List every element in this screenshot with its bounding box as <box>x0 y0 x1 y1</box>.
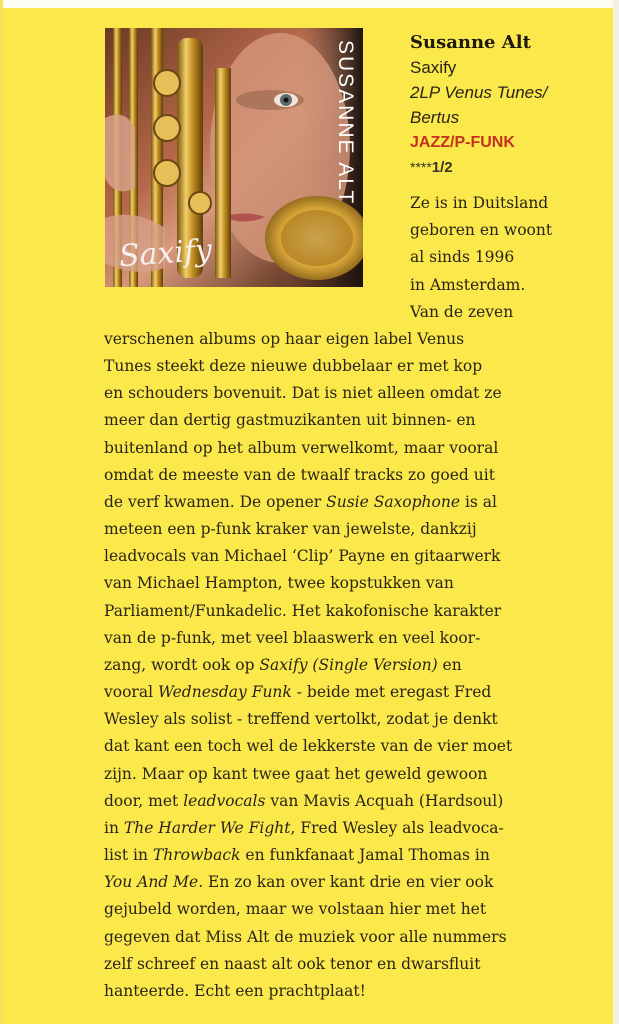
review-body-line <box>104 411 476 429</box>
review-body-line <box>410 194 548 212</box>
review-body-text: zelf schreef en naast alt ook tenor en dwarsfluit <box>104 954 481 973</box>
review-body-line <box>410 248 514 266</box>
cover-title-text: Saxify <box>117 232 214 275</box>
review-body-text: Parliament/Funkadelic. Het kakofonische karakter <box>104 601 502 620</box>
review-body-line <box>104 656 462 674</box>
review-body-text: van Mavis Acquah (Hardsoul) <box>265 791 504 810</box>
review-body-line <box>104 792 503 810</box>
review-body-text: meteen een p-funk kraker van jewelste, dankzij <box>104 520 477 539</box>
review-body-line <box>104 846 490 864</box>
review-body-text: al sinds 1996 <box>410 248 515 267</box>
review-body-title: The Harder We Fight <box>123 818 291 837</box>
review-body-text: zijn. Maar op kant twee gaat het geweld gewoon <box>104 764 488 783</box>
review-body-line <box>104 357 482 375</box>
scan-edge-right <box>613 0 619 1024</box>
review-body-line <box>104 466 495 484</box>
review-body-text: En zo kan over kant drie en vier ook <box>203 873 494 892</box>
review-body-line <box>104 819 504 837</box>
cover-artist-text: SUSANNE ALT <box>334 40 357 206</box>
review-body-text: geboren en woont <box>410 221 553 240</box>
review-body-text: omdat de meeste van de twaalf tracks zo goed uit <box>104 465 495 484</box>
review-body-line <box>410 221 552 239</box>
review-body-line <box>104 710 498 728</box>
album-cover <box>105 28 363 287</box>
review-body-title: Wednesday Funk <box>157 683 292 702</box>
review-body-text: in <box>104 818 124 837</box>
review-body-title: leadvocals <box>183 791 266 810</box>
review-body-line <box>104 765 487 783</box>
review-body-text: , Fred Wesley als leadvoca- <box>290 818 504 837</box>
genre-tag: JAZZ/P-FUNK <box>410 134 515 151</box>
review-body-text: Wesley als solist - treffend vertolkt, zodat je denkt <box>104 710 498 729</box>
review-body-text: Tunes steekt deze nieuwe dubbelaar er met kop <box>104 357 483 376</box>
review-body-text: van Michael Hampton, twee kopstukken van <box>104 574 454 593</box>
review-body-line <box>410 276 525 294</box>
review-body-text: hanteerde. Echt een prachtplaat! <box>104 981 366 1000</box>
review-body-text: - beide met eregast Fred <box>291 683 492 702</box>
review-body-line <box>104 737 512 755</box>
review-body-text: van de p-funk, met veel blaaswerk en veel koor- <box>104 628 481 647</box>
review-body-text: Van de zeven <box>410 302 514 321</box>
review-body-line <box>410 303 513 321</box>
review-body-text: list in <box>104 846 153 865</box>
review-body-line <box>104 928 507 946</box>
rating-half: 1/2 <box>431 159 453 176</box>
review-body-text: zang, wordt ook op <box>104 655 260 674</box>
review-body-title: Saxify (Single Version) <box>259 655 438 674</box>
review-body-line <box>104 900 486 918</box>
label-line-1: 2LP Venus Tunes/ <box>410 83 548 102</box>
review-body-title: You And Me. <box>104 873 204 892</box>
review-body-line <box>104 955 480 973</box>
review-body-line <box>104 982 366 1000</box>
review-body-text: vooral <box>104 683 158 702</box>
review-body-text: meer dan dertig gastmuzikanten uit binnen- en <box>104 411 476 430</box>
review-body-text: de verf kwamen. De opener <box>104 492 327 511</box>
review-body-text: gegeven dat Miss Alt de muziek voor alle nummers <box>104 927 507 946</box>
review-body-text: dat kant een toch wel de lekkerste van de vier moet <box>104 737 513 756</box>
review-body-line <box>104 520 477 538</box>
review-body-line <box>104 493 497 511</box>
review-body-line <box>104 439 498 457</box>
review-body-line <box>104 384 502 402</box>
review-body-line <box>104 574 454 592</box>
rating-stars: **** <box>410 159 432 175</box>
artist-name: Susanne Alt <box>410 32 531 53</box>
review-body-line <box>104 683 491 701</box>
rating <box>410 155 610 180</box>
review-body-text: en funkfanaat Jamal Thomas in <box>240 846 490 865</box>
review-body-text: verschenen albums op haar eigen label Venus <box>104 329 465 348</box>
review-body-text: is al <box>460 492 497 511</box>
review-metadata <box>410 30 610 180</box>
review-body-line <box>104 547 500 565</box>
review-body-text: Ze is in Duitsland <box>410 194 549 212</box>
review-body-text: buitenland op het album verwelkomt, maar vooral <box>104 438 499 457</box>
label-line-2: Bertus <box>410 108 460 127</box>
review-body-text: en <box>437 655 462 674</box>
review-body-text: gejubeld worden, maar we volstaan hier met het <box>104 900 487 919</box>
review-body-line <box>104 629 480 647</box>
album-title: Saxify <box>410 58 457 77</box>
review-body-line <box>104 602 501 620</box>
review-body-line <box>104 873 493 891</box>
review-body-text: leadvocals van Michael ‘Clip’ Payne en gitaarwerk <box>104 547 501 566</box>
review-body-text: en schouders bovenuit. Dat is niet alleen omdat ze <box>104 384 502 403</box>
review-body-text: door, met <box>104 791 184 810</box>
review-body-line <box>104 330 464 348</box>
review-body-title: Susie Saxophone <box>326 492 461 511</box>
review-body-text: in Amsterdam. <box>410 275 526 294</box>
review-body-title: Throwback <box>152 846 241 865</box>
